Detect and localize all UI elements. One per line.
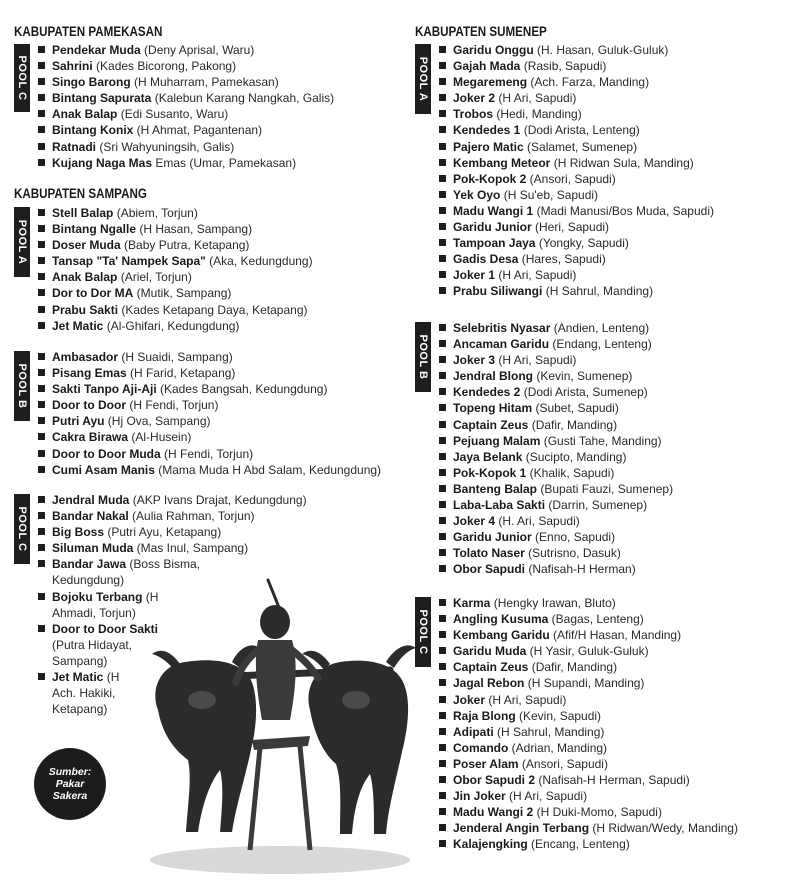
list-item: Bintang Sapurata (Kalebun Karang Nangkah, Galis) [38,90,334,106]
list-item: Stell Balap (Abiem, Torjun) [38,205,313,221]
list-item: Prabu Siliwangi (H Sahrul, Manding) [439,283,714,299]
list-item: Joker (H Ari, Sapudi) [439,692,738,708]
list-item: Joker 1 (H Ari, Sapudi) [439,267,714,283]
list-item: Garidu Junior (Enno, Sapudi) [439,529,673,545]
entry-list [439,320,673,578]
list-item: Jaya Belank (Sucipto, Manding) [439,449,673,465]
list-item: Bintang Ngalle (H Hasan, Sampang) [38,221,313,237]
list-item: Madu Wangi 1 (Madi Manusi/Bos Muda, Sapudi) [439,203,714,219]
list-item: Pisang Emas (H Farid, Ketapang) [38,365,381,381]
list-item: Comando (Adrian, Manding) [439,740,738,756]
list-item: Captain Zeus (Dafir, Manding) [439,659,738,675]
list-item: Tolato Naser (Sutrisno, Dasuk) [439,545,673,561]
list-item: Jenderal Angin Terbang (H Ridwan/Wedy, Manding) [439,820,738,836]
list-item: Siluman Muda (Mas Inul, Sampang) [38,540,307,556]
pool-tab: POOL C [14,494,30,564]
entry-list [439,42,714,300]
list-item: Dor to Dor MA (Mutik, Sampang) [38,285,313,301]
list-item: Gajah Mada (Rasib, Sapudi) [439,58,714,74]
list-item: Kembang Garidu (Afif/H Hasan, Manding) [439,627,738,643]
region-pamekasan [14,24,414,174]
list-item: Kendedes 2 (Dodi Arista, Sumenep) [439,384,673,400]
list-item: Yek Oyo (H Su'eb, Sapudi) [439,187,714,203]
list-item: Joker 4 (H. Ari, Sapudi) [439,513,673,529]
list-item: Putri Ayu (Hj Ova, Sampang) [38,413,381,429]
list-item: Garidu Junior (Heri, Sapudi) [439,219,714,235]
list-item: Garidu Muda (H Yasir, Guluk-Guluk) [439,643,738,659]
list-item: Captain Zeus (Dafir, Manding) [439,417,673,433]
list-item: Bandar Nakal (Aulia Rahman, Torjun) [38,508,307,524]
list-item: Pok-Kopok 1 (Khalik, Sapudi) [439,465,673,481]
list-item: Karma (Hengky Irawan, Bluto) [439,595,738,611]
list-item: Kembang Meteor (H Ridwan Sula, Manding) [439,155,714,171]
list-item: Singo Barong (H Muharram, Pamekasan) [38,74,334,90]
list-item: Jet Matic (H Ach. Hakiki, Ketapang) [38,669,142,717]
list-item: Laba-Laba Sakti (Darrin, Sumenep) [439,497,673,513]
list-item: Ambasador (H Suaidi, Sampang) [38,349,381,365]
list-item: Cumi Asam Manis (Mama Muda H Abd Salam, Kedungdung) [38,462,381,478]
list-item: Megaremeng (Ach. Farza, Manding) [439,74,714,90]
source-badge [34,748,106,820]
list-item: Garidu Onggu (H. Hasan, Guluk-Guluk) [439,42,714,58]
pool-tab: POOL A [415,44,431,114]
list-item: Madu Wangi 2 (H Duki-Momo, Sapudi) [439,804,738,820]
list-item: Adipati (H Sahrul, Manding) [439,724,738,740]
list-item: Sahrini (Kades Bicorong, Pakong) [38,58,334,74]
list-item: Ratnadi (Sri Wahyuningsih, Galis) [38,139,334,155]
list-item: Gadis Desa (Hares, Sapudi) [439,251,714,267]
pool-tab: POOL C [14,44,30,112]
list-item: Tansap "Ta' Nampek Sapa" (Aka, Kedungdung) [38,253,313,269]
list-item: Obor Sapudi (Nafisah-H Herman) [439,561,673,577]
list-item: Tampoan Jaya (Yongky, Sapudi) [439,235,714,251]
list-item: Anak Balap (Edi Susanto, Waru) [38,106,334,122]
list-item: Door to Door (H Fendi, Torjun) [38,397,381,413]
list-item: Selebritis Nyasar (Andien, Lenteng) [439,320,673,336]
list-item: Doser Muda (Baby Putra, Ketapang) [38,237,313,253]
pool-tab: POOL A [14,207,30,277]
region-title: KABUPATEN SUMENEP [415,24,547,39]
source-name-line2: Sakera [52,790,88,802]
list-item: Bojoku Terbang (H Ahmadi, Torjun) [38,589,188,621]
list-item: Poser Alam (Ansori, Sapudi) [439,756,738,772]
pool-tab: POOL C [415,597,431,667]
list-item: Pejuang Malam (Gusti Tahe, Manding) [439,433,673,449]
list-item: Bandar Jawa (Boss Bisma, Kedungdung) [38,556,228,588]
list-item: Jet Matic (Al-Ghifari, Kedungdung) [38,318,313,334]
entry-list [38,42,334,171]
list-item: Joker 3 (H Ari, Sapudi) [439,352,673,368]
list-item: Pendekar Muda (Deny Aprisal, Waru) [38,42,334,58]
list-item: Ancaman Garidu (Endang, Lenteng) [439,336,673,352]
entry-list [38,349,381,478]
list-item: Trobos (Hedi, Manding) [439,106,714,122]
entry-list [38,205,313,334]
source-name-line1: Pakar [55,778,85,790]
list-item: Bintang Konix (H Ahmat, Pagantenan) [38,122,334,138]
list-item: Jagal Rebon (H Supandi, Manding) [439,675,738,691]
list-item: Kujang Naga Mas Emas (Umar, Pamekasan) [38,155,334,171]
list-item: Anak Balap (Ariel, Torjun) [38,269,313,285]
karapan-sapi-bull-race-illustration-icon [140,570,420,880]
list-item: Kalajengking (Encang, Lenteng) [439,836,738,852]
pool-tab: POOL B [415,322,431,392]
list-item: Door to Door Sakti (Putra Hidayat, Sampang) [38,621,188,669]
region-sumenep [415,24,800,864]
list-item: Kendedes 1 (Dodi Arista, Lenteng) [439,122,714,138]
list-item: Prabu Sakti (Kades Ketapang Daya, Ketapang) [38,302,313,318]
entry-list [439,595,738,853]
list-item: Door to Door Muda (H Fendi, Torjun) [38,446,381,462]
region-title: KABUPATEN PAMEKASAN [14,24,163,39]
list-item: Obor Sapudi 2 (Nafisah-H Herman, Sapudi) [439,772,738,788]
list-item: Jin Joker (H Ari, Sapudi) [439,788,738,804]
list-item: Cakra Birawa (Al-Husein) [38,429,381,445]
list-item: Raja Blong (Kevin, Sapudi) [439,708,738,724]
list-item: Pajero Matic (Salamet, Sumenep) [439,139,714,155]
list-item: Topeng Hitam (Subet, Sapudi) [439,400,673,416]
list-item: Big Boss (Putri Ayu, Ketapang) [38,524,307,540]
region-title: KABUPATEN SAMPANG [14,186,147,201]
list-item: Pok-Kopok 2 (Ansori, Sapudi) [439,171,714,187]
list-item: Joker 2 (H Ari, Sapudi) [439,90,714,106]
pool-tab: POOL B [14,351,30,421]
list-item: Jendral Blong (Kevin, Sumenep) [439,368,673,384]
list-item: Angling Kusuma (Bagas, Lenteng) [439,611,738,627]
list-item: Banteng Balap (Bupati Fauzi, Sumenep) [439,481,673,497]
list-item: Jendral Muda (AKP Ivans Drajat, Kedungdung) [38,492,307,508]
list-item: Sakti Tanpo Aji-Aji (Kades Bangsah, Kedungdung) [38,381,381,397]
source-label: Sumber: [48,766,92,778]
